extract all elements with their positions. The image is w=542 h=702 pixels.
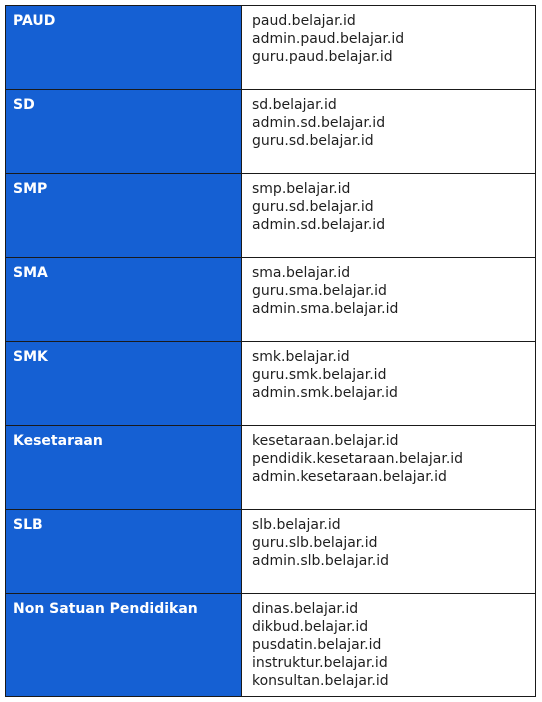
domain-list-cell bbox=[242, 174, 536, 258]
domain-entry: guru.smk.belajar.id bbox=[252, 367, 387, 383]
domain-entry: slb.belajar.id bbox=[252, 517, 341, 533]
domain-list-cell bbox=[242, 258, 536, 342]
domain-list-cell bbox=[242, 342, 536, 426]
category-cell: SD bbox=[6, 90, 242, 174]
domain-entry: admin.sd.belajar.id bbox=[252, 217, 386, 233]
domain-entry: guru.sd.belajar.id bbox=[252, 199, 374, 215]
domain-entry: guru.sd.belajar.id bbox=[252, 133, 374, 149]
domain-entry: pendidik.kesetaraan.belajar.id bbox=[252, 451, 464, 467]
category-cell: Kesetaraan bbox=[6, 426, 242, 510]
table-row bbox=[6, 174, 536, 258]
domain-entry: admin.kesetaraan.belajar.id bbox=[252, 469, 447, 485]
domain-list-cell bbox=[242, 426, 536, 510]
domain-entry: smp.belajar.id bbox=[252, 181, 351, 197]
domain-entry: instruktur.belajar.id bbox=[252, 655, 388, 671]
domain-entry: paud.belajar.id bbox=[252, 13, 356, 29]
domain-entry: guru.sma.belajar.id bbox=[252, 283, 387, 299]
category-cell: SLB bbox=[6, 510, 242, 594]
domain-entry: admin.sd.belajar.id bbox=[252, 115, 386, 131]
category-cell: PAUD bbox=[6, 6, 242, 90]
domain-entry: guru.paud.belajar.id bbox=[252, 49, 393, 65]
domain-entry: sma.belajar.id bbox=[252, 265, 351, 281]
domain-list-cell bbox=[242, 90, 536, 174]
category-cell: SMK bbox=[6, 342, 242, 426]
domain-list-cell bbox=[242, 510, 536, 594]
domain-table bbox=[5, 5, 536, 697]
domain-entry: admin.slb.belajar.id bbox=[252, 553, 389, 569]
domain-entry: kesetaraan.belajar.id bbox=[252, 433, 399, 449]
category-cell: SMA bbox=[6, 258, 242, 342]
domain-entry: admin.sma.belajar.id bbox=[252, 301, 399, 317]
domain-list-cell bbox=[242, 594, 536, 697]
domain-entry: konsultan.belajar.id bbox=[252, 673, 389, 689]
domain-entry: sd.belajar.id bbox=[252, 97, 337, 113]
table-row bbox=[6, 6, 536, 90]
table-row bbox=[6, 510, 536, 594]
table-row bbox=[6, 342, 536, 426]
domain-entry: smk.belajar.id bbox=[252, 349, 350, 365]
category-cell: SMP bbox=[6, 174, 242, 258]
table-row bbox=[6, 90, 536, 174]
table-row bbox=[6, 426, 536, 510]
domain-entry: dikbud.belajar.id bbox=[252, 619, 369, 635]
domain-entry: admin.smk.belajar.id bbox=[252, 385, 398, 401]
category-cell: Non Satuan Pendidikan bbox=[6, 594, 242, 697]
table-row bbox=[6, 258, 536, 342]
domain-entry: dinas.belajar.id bbox=[252, 601, 359, 617]
table-row bbox=[6, 594, 536, 697]
domain-list-cell bbox=[242, 6, 536, 90]
domain-entry: guru.slb.belajar.id bbox=[252, 535, 378, 551]
domain-entry: pusdatin.belajar.id bbox=[252, 637, 382, 653]
domain-entry: admin.paud.belajar.id bbox=[252, 31, 405, 47]
